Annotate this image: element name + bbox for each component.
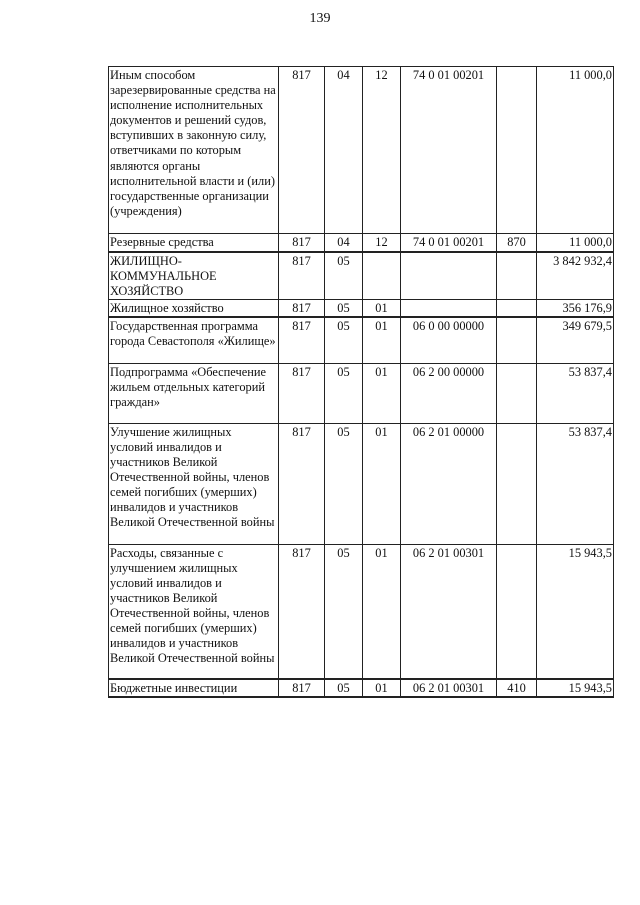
pr-cell: 01 <box>363 317 401 363</box>
table-row <box>109 423 614 544</box>
rz-cell: 04 <box>325 234 363 252</box>
vr-cell <box>497 544 537 679</box>
ved-cell: 817 <box>279 252 325 300</box>
pr-cell: 01 <box>363 679 401 697</box>
pr-cell: 01 <box>363 544 401 679</box>
vr-cell <box>497 363 537 423</box>
table-row <box>109 67 614 234</box>
csr-cell: 06 0 00 00000 <box>401 317 497 363</box>
ved-cell: 817 <box>279 423 325 544</box>
amount-cell: 11 000,0 <box>537 234 614 252</box>
rz-cell: 05 <box>325 252 363 300</box>
ved-cell: 817 <box>279 299 325 317</box>
row-name: Подпрограмма «Обеспечение жильем отдельных категорий граждан» <box>109 363 279 423</box>
amount-cell: 356 176,9 <box>537 299 614 317</box>
csr-cell: 74 0 01 00201 <box>401 234 497 252</box>
row-name: Резервные средства <box>109 234 279 252</box>
vr-cell <box>497 252 537 300</box>
pr-cell: 12 <box>363 234 401 252</box>
vr-cell <box>497 67 537 234</box>
amount-cell: 53 837,4 <box>537 363 614 423</box>
amount-cell: 15 943,5 <box>537 679 614 697</box>
csr-cell: 06 2 00 00000 <box>401 363 497 423</box>
row-name: Жилищное хозяйство <box>109 299 279 317</box>
row-name: Бюджетные инвестиции <box>109 679 279 697</box>
rz-cell: 05 <box>325 679 363 697</box>
amount-cell: 53 837,4 <box>537 423 614 544</box>
csr-cell: 06 2 01 00000 <box>401 423 497 544</box>
row-name: Иным способом зарезервированные средства на исполнение исполнительных документов и решений судов, вступивших в законную силу, ответчиками по которым являются органы исполнительной власти и (или) государственные организации (учреждения) <box>109 67 279 234</box>
vr-cell: 410 <box>497 679 537 697</box>
rz-cell: 05 <box>325 317 363 363</box>
amount-cell: 3 842 932,4 <box>537 252 614 300</box>
pr-cell: 01 <box>363 423 401 544</box>
table-row <box>109 234 614 252</box>
ved-cell: 817 <box>279 679 325 697</box>
csr-cell <box>401 252 497 300</box>
page-number: 139 <box>309 11 331 26</box>
csr-cell: 06 2 01 00301 <box>401 679 497 697</box>
amount-cell: 15 943,5 <box>537 544 614 679</box>
rz-cell: 05 <box>325 423 363 544</box>
rz-cell: 05 <box>325 299 363 317</box>
amount-cell: 349 679,5 <box>537 317 614 363</box>
vr-cell: 870 <box>497 234 537 252</box>
csr-cell: 74 0 01 00201 <box>401 67 497 234</box>
pr-cell: 01 <box>363 363 401 423</box>
ved-cell: 817 <box>279 317 325 363</box>
table-row <box>109 299 614 317</box>
table-row <box>109 363 614 423</box>
table-row <box>109 252 614 300</box>
budget-table <box>108 66 614 698</box>
ved-cell: 817 <box>279 544 325 679</box>
vr-cell <box>497 317 537 363</box>
vr-cell <box>497 299 537 317</box>
row-name: ЖИЛИЩНО-КОММУНАЛЬНОЕ ХОЗЯЙСТВО <box>109 252 279 300</box>
pr-cell: 01 <box>363 299 401 317</box>
row-name: Государственная программа города Севастополя «Жилище» <box>109 317 279 363</box>
table-row <box>109 317 614 363</box>
table-row <box>109 679 614 697</box>
csr-cell: 06 2 01 00301 <box>401 544 497 679</box>
table-row <box>109 544 614 679</box>
ved-cell: 817 <box>279 234 325 252</box>
pr-cell: 12 <box>363 67 401 234</box>
csr-cell <box>401 299 497 317</box>
rz-cell: 05 <box>325 363 363 423</box>
row-name: Расходы, связанные с улучшением жилищных условий инвалидов и участников Великой Отечественной войны, членов семей погибших (умерших) инвалидов и участников Великой Отечественной войны <box>109 544 279 679</box>
rz-cell: 05 <box>325 544 363 679</box>
ved-cell: 817 <box>279 363 325 423</box>
pr-cell <box>363 252 401 300</box>
amount-cell: 11 000,0 <box>537 67 614 234</box>
vr-cell <box>497 423 537 544</box>
row-name: Улучшение жилищных условий инвалидов и участников Великой Отечественной войны, членов семей погибших (умерших) инвалидов и участников Великой Отечественной войны <box>109 423 279 544</box>
rz-cell: 04 <box>325 67 363 234</box>
ved-cell: 817 <box>279 67 325 234</box>
